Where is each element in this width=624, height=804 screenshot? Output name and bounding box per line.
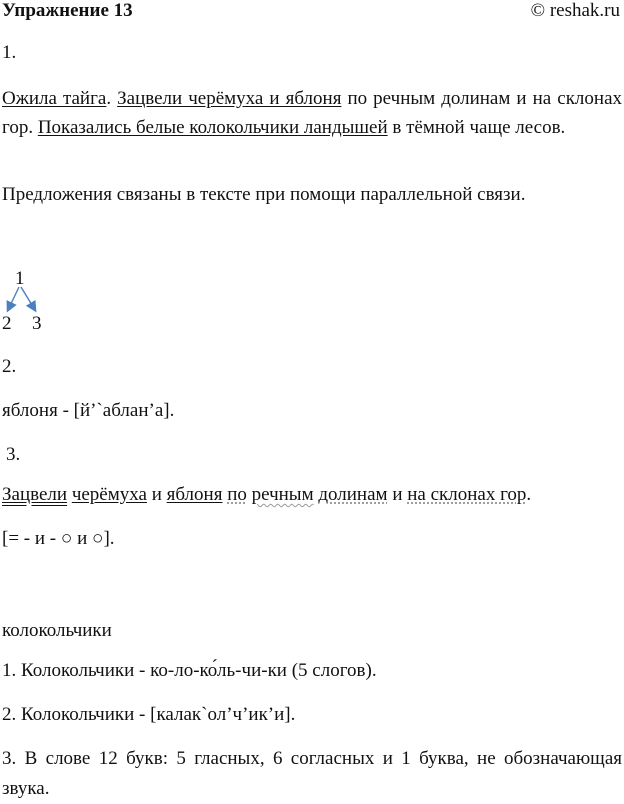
sentence-2-rest: по речным долинам и на склонах гор. [2, 88, 623, 138]
page-title: Упражнение 13 [2, 0, 133, 21]
conclusion-text: Предложения связаны в тексте при помощи параллельной связи. [2, 184, 526, 205]
scheme-node-2: 2 [2, 313, 12, 334]
section-number-3: 3. [6, 444, 21, 465]
preposition-word: по [227, 484, 247, 505]
watermark: © reshak.ru [530, 0, 620, 21]
sentence-1-underlined: Ожила тайга [2, 88, 107, 109]
adverbial-word-2: на склонах гор [407, 484, 527, 505]
sentence-end: . [526, 484, 532, 505]
scheme-node-3: 3 [32, 313, 42, 334]
analysis-item-3: 3. В слове 12 букв: 5 гласных, 6 согласных и 1 буква, не обозначающая звука. [2, 748, 622, 799]
parsed-sentence [2, 484, 531, 506]
conjunction-2: и [392, 484, 403, 505]
arrow-to-2 [8, 287, 19, 310]
conjunction-1: и [151, 484, 162, 505]
sentence-3-rest: в тёмной чаще лесов. [387, 117, 566, 138]
subject-word-1: черёмуха [71, 484, 147, 505]
subject-word-2: яблоня [166, 484, 223, 505]
section-number-1: 1. [2, 42, 17, 63]
attribute-word: речным [251, 484, 314, 505]
sentence-scheme: [= - и - ○ и ○]. [2, 528, 115, 549]
scheme-node-1: 1 [15, 268, 25, 289]
sentence-3-underlined: Показались белые колокольчики ландышей [37, 117, 388, 138]
sentences-paragraph [2, 84, 622, 142]
sentence-2-underlined: Зацвели черёмуха и яблоня [117, 88, 342, 109]
analysis-item-1: 1. Колокольчики - ко-ло-ко́ль-чи-ки (5 слогов). [2, 660, 377, 681]
analysis-word: колокольчики [2, 620, 112, 641]
sentence-1-end: . [106, 88, 112, 109]
section-number-2: 2. [2, 356, 17, 377]
predicate-word: Зацвели [2, 484, 68, 505]
arrow-to-3 [21, 287, 35, 310]
adverbial-word-1: долинам [318, 484, 388, 505]
analysis-item-2: 2. Колокольчики - [калак`ол’ч’ик’и]. [2, 704, 296, 725]
transcription-yablonya: яблоня - [й’`аблан’а]. [2, 400, 175, 421]
